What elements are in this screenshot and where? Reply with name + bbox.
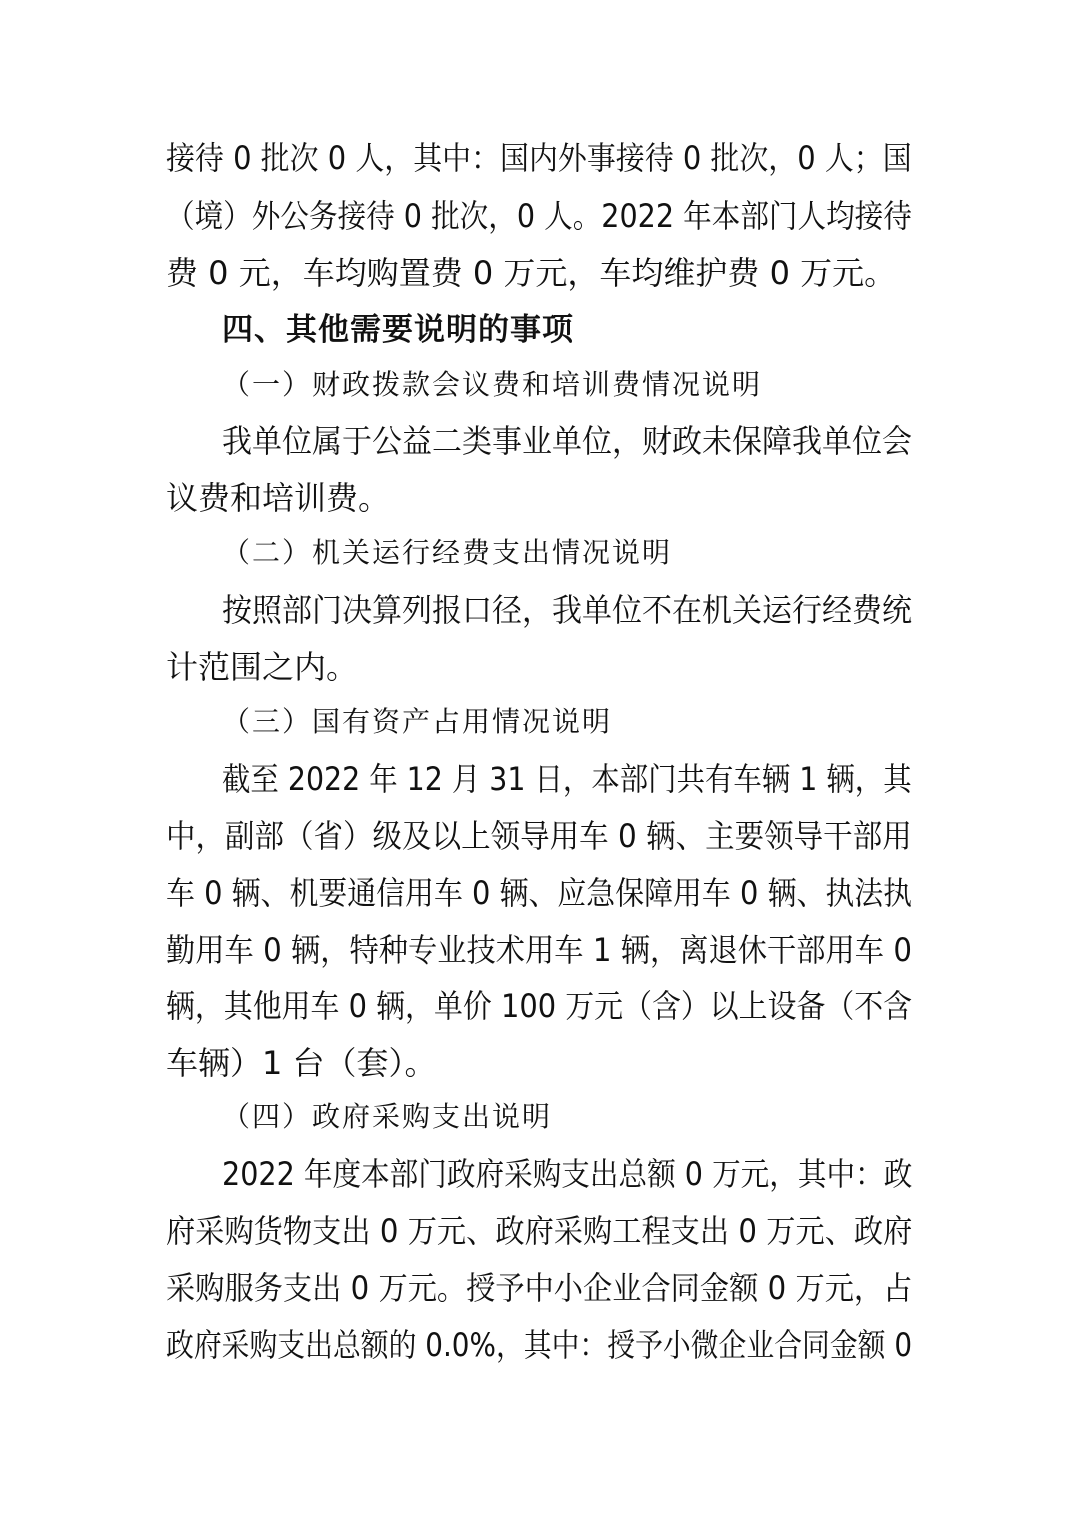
section-heading: 四、其他需要说明的事项 (222, 312, 574, 348)
paragraph-line: 采购服务支出 0 万元。授予中小企业合同金额 0 万元，占 (166, 1269, 913, 1307)
paragraph-line: 费 0 元，车均购置费 0 万元，车均维护费 0 万元。 (166, 254, 897, 292)
paragraph-line: 接待 0 批次 0 人，其中：国内外事接待 0 批次，0 人；国 (166, 139, 912, 177)
paragraph-line: 车辆）1 台（套）。 (166, 1044, 437, 1082)
paragraph-line: 我单位属于公益二类事业单位，财政未保障我单位会 (222, 422, 913, 460)
subsection-heading: （二）机关运行经费支出情况说明 (222, 536, 673, 569)
paragraph-line: 辆，其他用车 0 辆，单价 100 万元（含）以上设备（不含 (166, 987, 913, 1025)
subsection-heading: （四）政府采购支出说明 (222, 1100, 553, 1133)
subsection-heading: （一）财政拨款会议费和培训费情况说明 (222, 368, 763, 401)
paragraph-line: 中，副部（省）级及以上领导用车 0 辆、主要领导干部用 (166, 817, 912, 855)
subsection-heading: （三）国有资产占用情况说明 (222, 705, 613, 738)
paragraph-line: 议费和培训费。 (166, 479, 391, 517)
paragraph-line: 2022 年度本部门政府采购支出总额 0 万元，其中：政 (222, 1155, 913, 1193)
paragraph-line: （境）外公务接待 0 批次，0 人。2022 年本部门人均接待 (166, 197, 912, 235)
paragraph-line: 截至 2022 年 12 月 31 日，本部门共有车辆 1 辆，其 (222, 760, 912, 798)
paragraph-line: 政府采购支出总额的 0.0%，其中：授予小微企业合同金额 0 (166, 1326, 913, 1364)
paragraph-line: 府采购货物支出 0 万元、政府采购工程支出 0 万元、政府 (166, 1212, 913, 1250)
paragraph-line: 计范围之内。 (166, 648, 359, 686)
paragraph-line: 按照部门决算列报口径，我单位不在机关运行经费统 (222, 591, 913, 629)
paragraph-line: 车 0 辆、机要通信用车 0 辆、应急保障用车 0 辆、执法执 (166, 874, 913, 912)
paragraph-line: 勤用车 0 辆，特种专业技术用车 1 辆，离退休干部用车 0 (166, 931, 912, 969)
